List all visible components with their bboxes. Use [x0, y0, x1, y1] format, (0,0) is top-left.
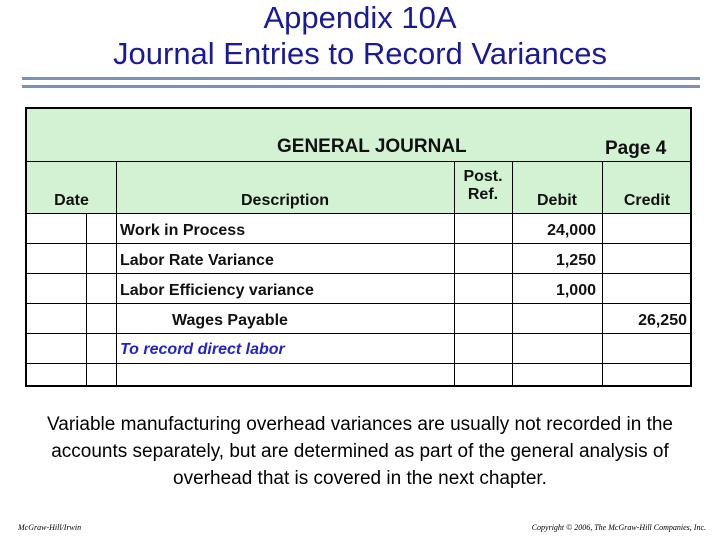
slide-title-line-1: Appendix 10A — [263, 0, 457, 35]
grid-line — [602, 161, 603, 387]
copyright-footer: Copyright © 2006, The McGraw-Hill Companies, Inc. — [531, 523, 706, 532]
column-header-description: Description — [240, 192, 329, 209]
publisher-footer: McGraw-Hill/Irwin — [18, 523, 82, 532]
column-header-post-ref-line-1: Post. — [463, 168, 503, 185]
entry-debit: 1,250 — [555, 252, 596, 269]
entry-description: Labor Rate Variance — [120, 252, 274, 269]
entry-description: Labor Efficiency variance — [120, 282, 314, 299]
grid-line — [27, 273, 690, 274]
grid-line — [27, 333, 690, 334]
grid-line — [27, 213, 690, 214]
entry-description: Work in Process — [120, 222, 246, 239]
entry-description: Wages Payable — [172, 312, 288, 329]
grid-line — [27, 161, 690, 162]
column-header-date: Date — [54, 192, 89, 209]
column-header-post-ref — [454, 168, 512, 204]
column-header-debit: Debit — [537, 192, 577, 209]
grid-line — [27, 303, 690, 304]
journal-heading: GENERAL JOURNAL — [277, 136, 467, 157]
title-divider-bottom — [22, 85, 700, 88]
journal-page-number: Page 4 — [605, 138, 667, 159]
entry-credit: 26,250 — [638, 312, 687, 329]
slide-title-line-2: Journal Entries to Record Variances — [113, 36, 607, 71]
slide-title — [0, 0, 720, 72]
grid-line — [454, 161, 455, 387]
grid-line — [116, 161, 117, 387]
general-journal-table — [25, 107, 692, 387]
entry-debit: 24,000 — [547, 222, 596, 239]
explanatory-note: Variable manufacturing overhead variances are usually not recorded in the accounts separately, but are determined as part of the general analysis of overhead that is covered in the next chapter. — [47, 414, 673, 489]
column-header-post-ref-line-2: Ref. — [467, 186, 499, 203]
grid-line — [27, 363, 690, 364]
entry-debit: 1,000 — [555, 282, 596, 299]
grid-line — [27, 243, 690, 244]
grid-line — [86, 213, 87, 387]
entry-memo: To record direct labor — [120, 341, 285, 358]
title-divider-top — [22, 77, 700, 80]
grid-line — [512, 161, 513, 387]
column-header-credit: Credit — [623, 192, 671, 209]
